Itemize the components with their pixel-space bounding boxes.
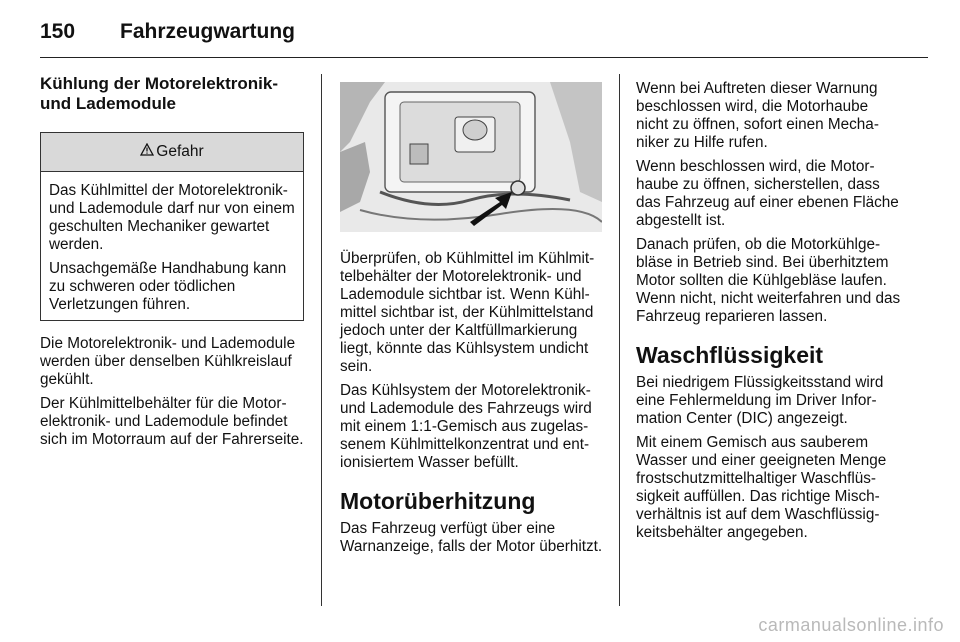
paragraph: Die Motorelektronik- und Lademodule werden über denselben Kühlkreislauf gekühlt. xyxy=(40,335,296,388)
column-1 xyxy=(40,74,305,455)
column-divider xyxy=(321,74,322,606)
warning-triangle-icon xyxy=(140,143,154,161)
engine-compartment-illustration xyxy=(340,82,602,232)
header-divider xyxy=(40,57,928,58)
danger-header xyxy=(41,133,303,172)
watermark-link[interactable]: carmanualsonline.info xyxy=(758,615,944,635)
section-heading-washer-fluid: Waschflüssigkeit xyxy=(636,342,824,368)
danger-text-2: Unsachgemäße Handhabung kann zu schweren oder tödlichen Verletzungen führen. xyxy=(49,260,287,313)
paragraph: Das Kühlsystem der Motorelektronik- und Lademodule des Fahrzeugs wird mit einem 1:1-Gemisch aus zugelassenem Kühlmittelkonzentrat und entionisiertem Wasser befüllt. xyxy=(340,382,592,471)
column-3 xyxy=(636,80,904,548)
chapter-title: Fahrzeugwartung xyxy=(120,20,296,43)
paragraph: Mit einem Gemisch aus sauberem Wasser und einer geeigneten Menge frostschutzmittelhaltiger Waschflüssigkeit auffüllen. Das richtige Mischverhältnis ist auf dem Waschflüssigkeitsbehälter angegeben. xyxy=(636,434,887,541)
paragraph: Wenn beschlossen wird, die Motorhaube zu öffnen, sicherstellen, dass das Fahrzeug auf einer ebenen Fläche abgestellt ist. xyxy=(636,158,899,229)
page-number: 150 xyxy=(40,20,76,43)
section-heading-overheating: Motorüberhitzung xyxy=(340,488,536,514)
paragraph: Das Fahrzeug verfügt über eine Warnanzeige, falls der Motor überhitzt. xyxy=(340,520,603,555)
paragraph: Danach prüfen, ob die Motorkühlgebläse in Betrieb sind. Bei überhitztem Motor sollten die Kühlgebläse laufen. Wenn nicht, nicht weiterfahren und das Fahrzeug reparieren lassen. xyxy=(636,236,901,325)
column-2 xyxy=(340,74,606,562)
danger-title: Gefahr xyxy=(156,143,204,160)
paragraph: Wenn bei Auftreten dieser Warnung beschlossen wird, die Motorhaube nicht zu öffnen, sofort einen Mechaniker zu Hilfe rufen. xyxy=(636,80,879,151)
paragraph: Der Kühlmittelbehälter für die Motorelektronik- und Lademodule befindet sich im Motorraum auf der Fahrerseite. xyxy=(40,395,304,448)
danger-body xyxy=(41,172,303,320)
page-header xyxy=(40,14,928,50)
column-divider xyxy=(619,74,620,606)
paragraph: Überprüfen, ob Kühlmittel im Kühlmittelbehälter der Motorelektronik- und Lademodule sichtbar ist. Wenn Kühlmittel sichtbar ist, der Kühlmittelstand jedoch unter der Kaltfüllmarkierung liegt, könnte das Kühlsystem undicht sein. xyxy=(340,250,595,375)
danger-box xyxy=(40,132,304,321)
danger-text-1: Das Kühlmittel der Motorelektronik- und Lademodule darf nur von einem geschulten Mechaniker gewartet werden. xyxy=(49,182,295,253)
paragraph: Bei niedrigem Flüssigkeitsstand wird eine Fehlermeldung im Driver Information Center (DIC) angezeigt. xyxy=(636,374,884,427)
section-heading-cooling: Kühlung der Motorelektronik- und Lademodule xyxy=(40,74,278,113)
